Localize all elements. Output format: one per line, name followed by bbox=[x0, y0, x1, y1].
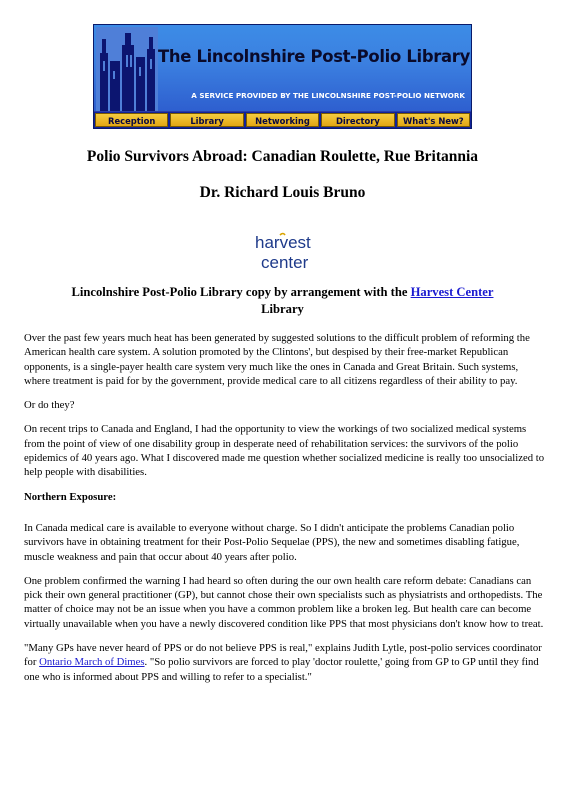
credit-line bbox=[20, 284, 545, 318]
nav-library-button[interactable]: Library bbox=[170, 113, 243, 127]
site-banner bbox=[93, 24, 472, 129]
section-heading-northern-exposure: Northern Exposure: bbox=[24, 490, 117, 503]
logo-text-line1: harvest bbox=[255, 233, 311, 252]
nav-reception-button[interactable]: Reception bbox=[95, 113, 168, 127]
paragraph-intro: Over the past few years much heat has been generated by suggested solutions to the difficult problem of reforming the American health care system. A solution promoted by the Clintons', but despised by their free-market Republican opponents, is a single-payer health care system very much like the ones in Canada and Great Britain. Such systems, where treatment is paid for by the government, provide medical care to all citizens regardless of their ability to pay. bbox=[24, 332, 530, 387]
paragraph-canada-care: In Canada medical care is available to everyone without charge. So I didn't anticipate the problems Canadian polio survivors have in obtaining treatment for their Post-Polio Sequelae (PPS), the new and sometimes disabling fatigue, muscle weakness and pain that occur about 40 years after polio. bbox=[24, 521, 520, 563]
credit-prefix: Lincolnshire Post-Polio Library copy by arrangement with the bbox=[71, 285, 411, 299]
article-author: Dr. Richard Louis Bruno bbox=[199, 184, 366, 201]
ontario-march-of-dimes-link[interactable]: Ontario March of Dimes bbox=[39, 656, 145, 669]
quote-text-before: "Many GPs have never heard of PPS or do not believe PPS is real," explains Judith Lytle, post-polio services coordinator for bbox=[24, 642, 542, 669]
nav-networking-button[interactable]: Networking bbox=[246, 113, 319, 127]
nav-whats-new-button[interactable]: What's New? bbox=[397, 113, 470, 127]
quote-text-after: . "So polio survivors are forced to play 'doctor roulette,' going from GP to GP until they find one who is informed about PPS and willing to refer to a specialist." bbox=[24, 656, 539, 683]
banner-subtitle: A SERVICE PROVIDED BY THE LINCOLNSHIRE POST-POLIO NETWORK bbox=[191, 91, 465, 100]
paragraph-question: Or do they? bbox=[24, 399, 75, 412]
nav-directory-button[interactable]: Directory bbox=[321, 113, 394, 127]
nav-bar bbox=[94, 112, 471, 128]
paragraph-specialists: One problem confirmed the warning I had heard so often during the our own health care reform debate: Canadians can pick their own general practitioner (GP), but cannot chose their own specialists such as physiatrists and orthopedists. The matter of choice may not be an issue when you have a common problem like a broken leg. But health care can become virtually unavailable when you have a newly discovered condition like PPS that most physicians don't know how to treat. bbox=[24, 574, 544, 630]
paragraph-trips: On recent trips to Canada and England, I had the opportunity to view the workings of two socialized medical systems from the point of view of one disability group in desperate need of rehabilitation services: the survivors of the polio epidemics of 40 years ago. What I discovered made me question whether socialized medicine is really too unsocialized to help people with disabilities. bbox=[24, 423, 545, 479]
article-body bbox=[24, 331, 546, 694]
paragraph-quote bbox=[24, 641, 546, 684]
harvest-center-logo[interactable] bbox=[255, 232, 321, 272]
logo-text-line2: center bbox=[261, 253, 309, 272]
harvest-center-link[interactable]: Harvest Center bbox=[410, 285, 494, 299]
banner-main bbox=[94, 25, 471, 111]
credit-suffix: Library bbox=[261, 302, 304, 316]
banner-title: The Lincolnshire Post-Polio Library bbox=[158, 47, 470, 66]
article-title: Polio Survivors Abroad: Canadian Roulette, Rue Britannia bbox=[86, 148, 479, 165]
